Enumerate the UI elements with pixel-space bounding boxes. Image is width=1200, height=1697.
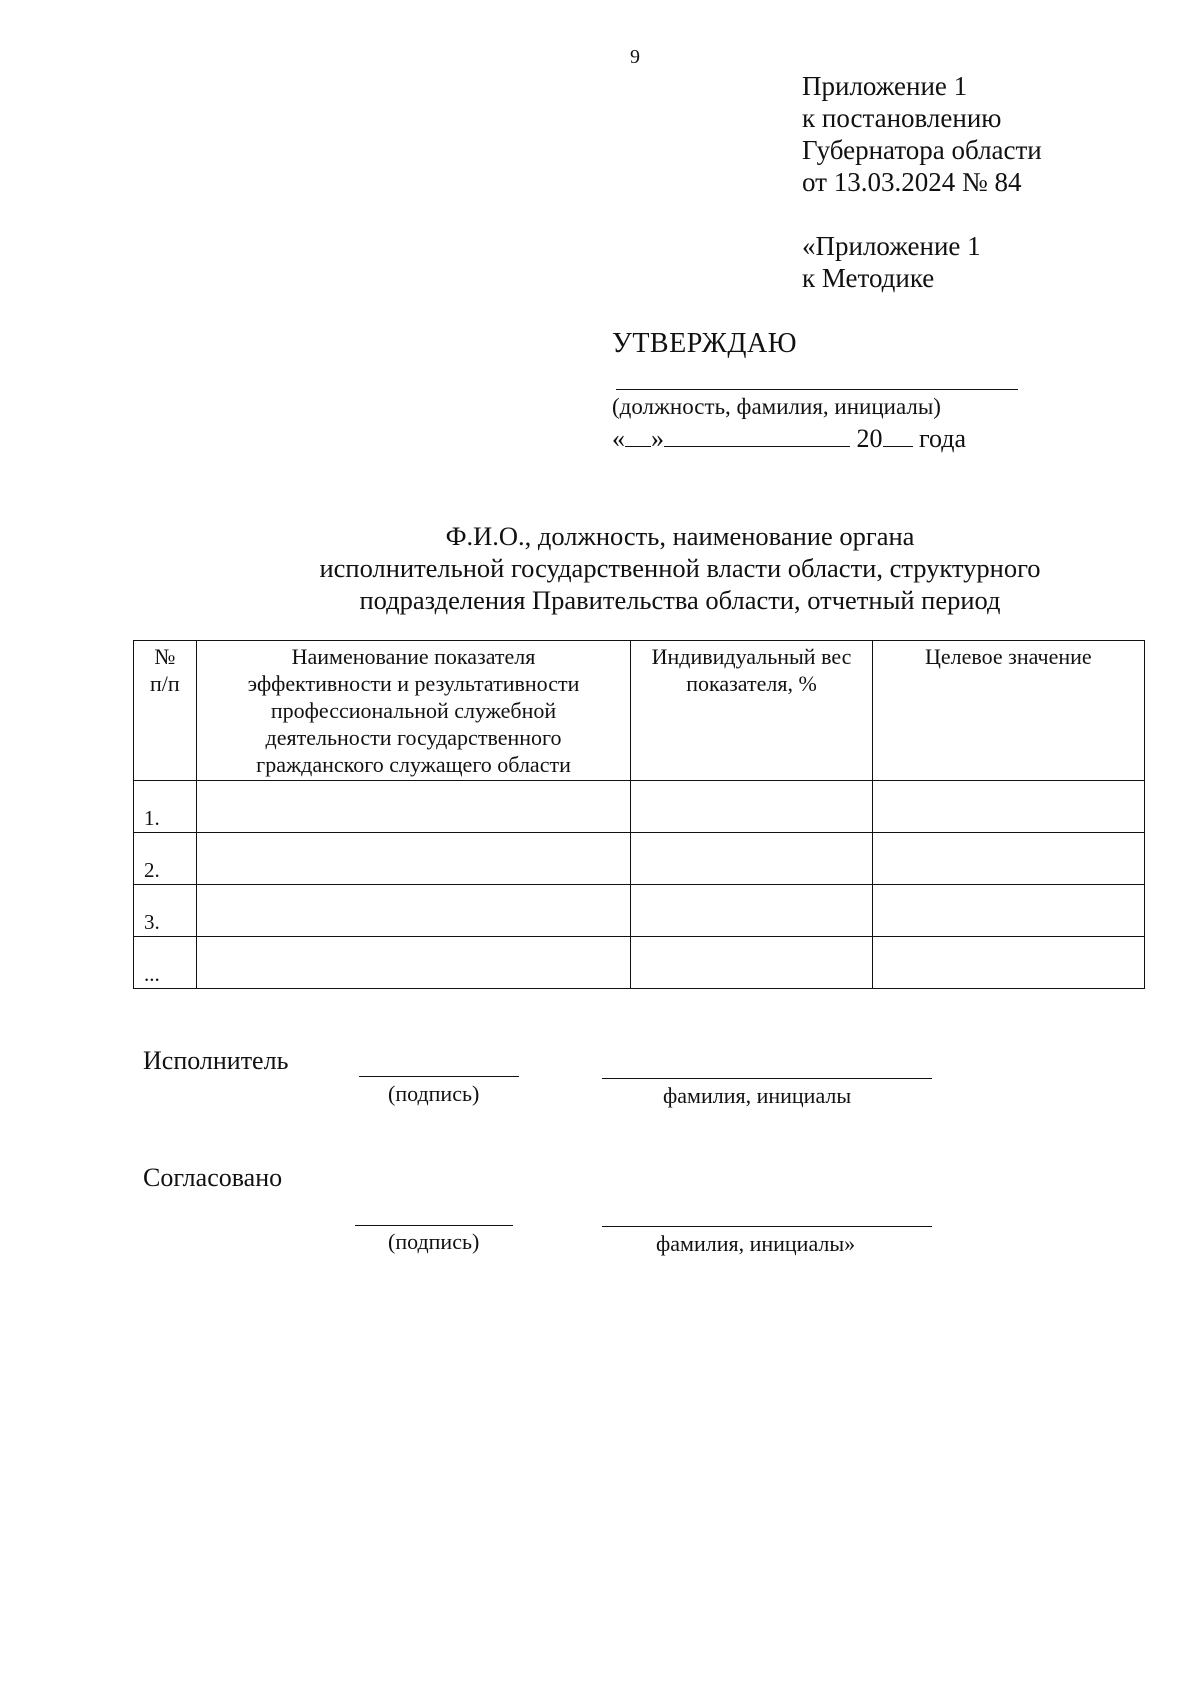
row-weight-cell[interactable] [631,781,872,833]
methodology-appendix-line: «Приложение 1 [802,231,981,261]
approval-title: УТВЕРЖДАЮ [612,328,797,359]
methodology-appendix-block [802,230,981,294]
heading-line: Ф.И.О., должность, наименование органа [445,521,915,551]
header-name-line: профессиональной служебной [270,698,557,723]
date-year-suffix: года [919,424,967,453]
row-target-cell[interactable] [872,885,1144,937]
row-number-cell: 3. [134,885,197,937]
row-target-cell[interactable] [872,937,1144,989]
date-close-quote: » [651,424,664,453]
date-month-blank [664,424,850,447]
header-weight-line: показателя, % [686,671,817,696]
row-number-cell: ... [134,937,197,989]
heading-line: подразделения Правительства области, отчетный период [359,585,1001,615]
agreed-name-line [602,1226,932,1227]
row-name-cell[interactable] [196,781,631,833]
header-name-line: Наименование показателя [291,644,536,669]
row-weight-cell[interactable] [631,885,872,937]
row-target-cell[interactable] [872,781,1144,833]
header-weight-line: Индивидуальный вес [651,644,852,669]
header-name-line: гражданского служащего области [256,752,571,777]
date-year-prefix: 20 [856,424,883,453]
form-heading [150,520,1200,616]
appendix-line: от 13.03.2024 № 84 [802,167,1022,197]
agreed-signature-line [355,1225,513,1226]
header-indicator-name [196,641,631,781]
table-row [134,833,1145,885]
appendix-block [802,70,1042,198]
executor-signature-line [359,1076,519,1077]
row-weight-cell[interactable] [631,833,872,885]
date-open-quote: « [612,424,625,453]
header-number-line: п/п [150,671,180,696]
agreed-signature-caption: (подпись) [388,1229,480,1254]
date-day-blank [625,424,651,447]
page-number: 9 [630,46,640,68]
executor-name-line [602,1078,932,1079]
appendix-line: Губернатора области [802,135,1042,165]
appendix-line: к постановлению [802,103,1002,133]
heading-line: исполнительной государственной власти области, структурного [319,553,1041,583]
executor-signature-caption: (подпись) [388,1081,480,1106]
row-name-cell[interactable] [196,937,631,989]
executor-label: Исполнитель [143,1046,289,1075]
date-year-blank [883,424,913,447]
header-name-line: деятельности государственного [265,725,562,750]
approval-signature-line [616,389,1018,390]
indicators-table [133,640,1145,989]
approval-caption: (должность, фамилия, инициалы) [612,394,941,419]
header-weight [631,641,872,781]
row-weight-cell[interactable] [631,937,872,989]
header-number-line: № [154,644,176,669]
table-header-row [134,641,1145,781]
executor-name-caption: фамилия, инициалы [663,1083,852,1108]
appendix-line: Приложение 1 [802,71,968,101]
header-target-line: Целевое значение [925,644,1092,669]
header-number [134,641,197,781]
approval-date [612,424,966,454]
row-name-cell[interactable] [196,833,631,885]
table-row [134,885,1145,937]
table-row [134,781,1145,833]
header-name-line: эффективности и результативности [247,671,580,696]
row-number-cell: 1. [134,781,197,833]
agreed-name-caption: фамилия, инициалы» [656,1231,856,1256]
methodology-appendix-line: к Методике [802,263,935,293]
row-name-cell[interactable] [196,885,631,937]
row-target-cell[interactable] [872,833,1144,885]
row-number-cell: 2. [134,833,197,885]
agreed-label: Согласовано [143,1163,283,1192]
header-target [872,641,1144,781]
table-row [134,937,1145,989]
